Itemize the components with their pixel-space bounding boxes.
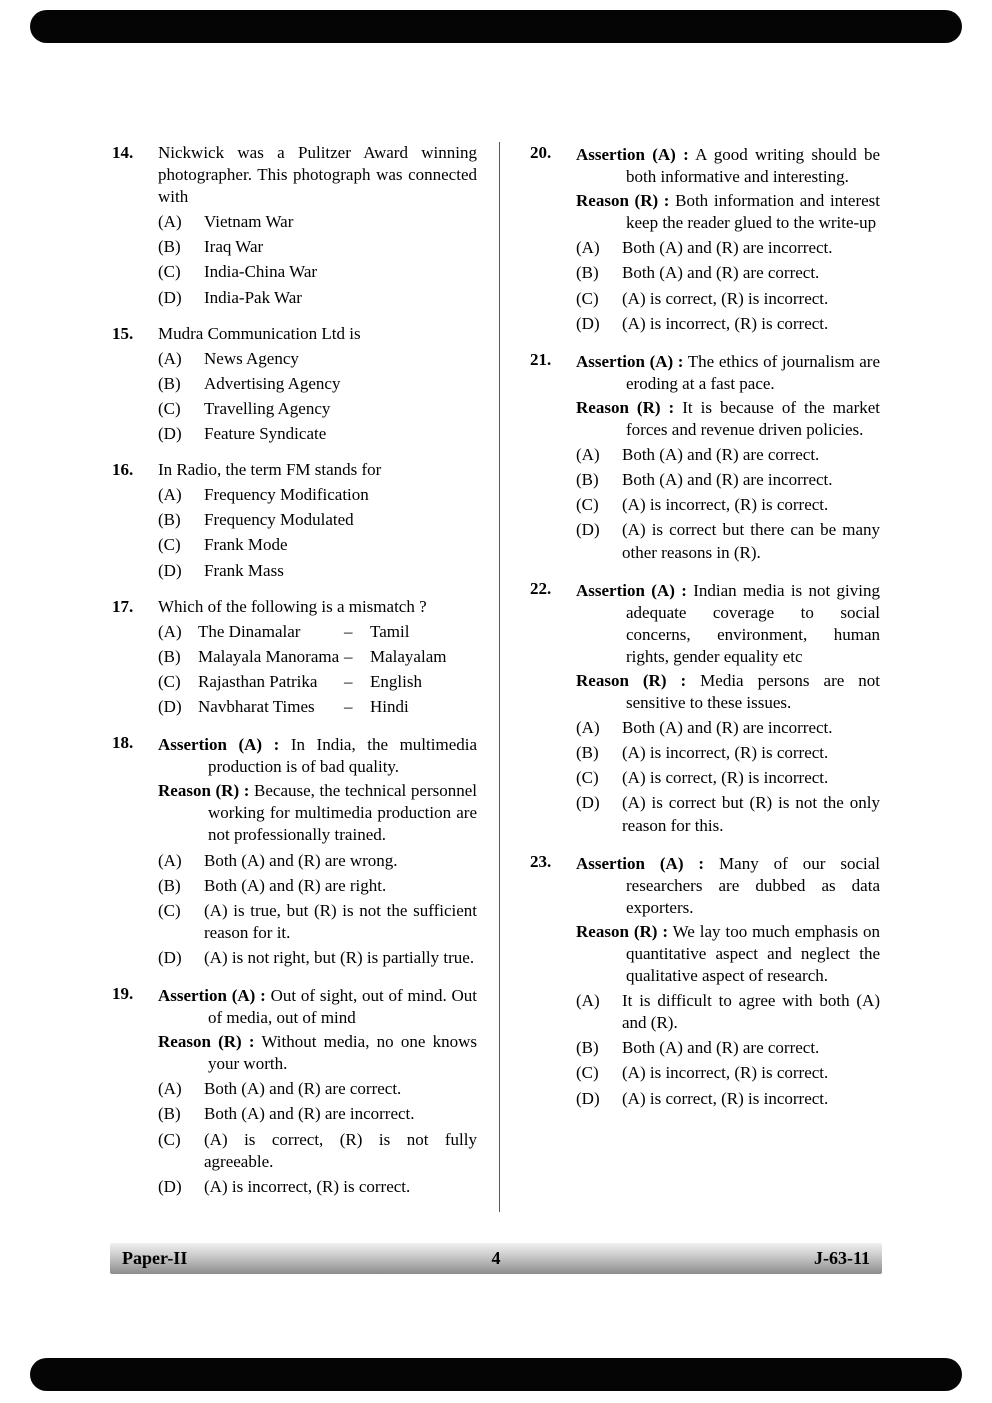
option-text: Both (A) and (R) are right.: [204, 875, 387, 895]
option-text: It is difficult to agree with both (A) and (R).: [622, 991, 880, 1033]
option-text: (A) is incorrect, (R) is correct.: [622, 743, 829, 763]
option-label: (B): [576, 743, 599, 763]
footer-page-number: 4: [491, 1248, 501, 1268]
assertion-text: Many of our social researchers are dubbed as data exporters.: [626, 853, 881, 917]
top-black-bar: [30, 10, 962, 43]
assertion-text: The ethics of journalism are eroding at a fast pace.: [626, 351, 880, 393]
assertion-paragraph: [576, 144, 880, 188]
question-number: 22.: [530, 578, 552, 598]
option-row: [576, 313, 880, 335]
option-text: Frequency Modulated: [204, 510, 354, 530]
question-stem: Mudra Communication Ltd is: [158, 323, 361, 343]
bottom-black-bar: [30, 1358, 962, 1391]
option-row: [158, 398, 477, 420]
option-row: [576, 792, 880, 836]
option-name: Malayala Manorama: [198, 646, 340, 666]
question-stem: Nickwick was a Pulitzer Award winning photographer. This photograph was connected with: [158, 143, 477, 207]
assertion-label: Assertion (A) :: [158, 986, 266, 1005]
option-label: (D): [158, 1176, 182, 1196]
option-row: [158, 696, 477, 718]
option-value: Malayalam: [370, 646, 447, 666]
option-row: [158, 560, 477, 582]
option-text: Both (A) and (R) are correct.: [622, 1038, 820, 1058]
option-text: (A) is correct but (R) is not the only reason for this.: [622, 793, 880, 835]
question-body: [158, 142, 477, 309]
option-row: [576, 742, 880, 764]
option-label: (A): [158, 621, 182, 641]
option-label: (C): [576, 768, 599, 788]
assertion-text: Out of sight, out of mind. Out of media, out of mind: [208, 986, 478, 1028]
option-row: [158, 900, 477, 944]
option-row: [576, 519, 880, 563]
option-label: (C): [158, 535, 181, 555]
reason-label: Reason (R) :: [576, 670, 687, 690]
option-label: (C): [158, 262, 181, 282]
option-row: [158, 1129, 477, 1173]
option-label: (A): [158, 485, 182, 505]
reason-label: Reason (R) :: [158, 1032, 255, 1052]
option-row: [576, 288, 880, 310]
option-row: [158, 211, 477, 233]
option-label: (B): [158, 1104, 181, 1124]
question: [112, 323, 477, 445]
reason-text: Because, the technical personnel working for multimedia production are not professionally trained.: [208, 781, 477, 845]
reason-text: We lay too much emphasis on quantitative aspect and neglect the qualitative aspect of research.: [626, 921, 880, 986]
option-label: (A): [576, 238, 600, 258]
reason-label: Reason (R) :: [576, 191, 670, 211]
reason-paragraph: [576, 397, 880, 441]
option-row: [158, 947, 477, 969]
assertion-label: Assertion (A) :: [576, 580, 687, 600]
option-label: (A): [158, 850, 182, 870]
option-row: [158, 1103, 477, 1125]
option-text: Both (A) and (R) are correct.: [622, 445, 820, 465]
option-text: (A) is incorrect, (R) is correct.: [622, 1063, 829, 1083]
option-row: [158, 534, 477, 556]
question-number: 14.: [112, 143, 134, 162]
option-text: (A) is incorrect, (R) is correct.: [204, 1176, 411, 1196]
option-label: (C): [158, 900, 181, 920]
assertion-label: Assertion (A) :: [576, 853, 705, 873]
question: [530, 142, 880, 335]
option-row: [158, 236, 477, 258]
option-text: Vietnam War: [204, 212, 294, 232]
assertion-paragraph: [158, 734, 477, 778]
option-text: Both (A) and (R) are incorrect.: [622, 470, 833, 490]
option-row: [158, 484, 477, 506]
option-text: Both (A) and (R) are incorrect.: [622, 718, 833, 738]
question: [112, 142, 477, 309]
option-label: (A): [158, 1079, 182, 1099]
option-label: (D): [158, 696, 182, 716]
option-label: (B): [158, 510, 181, 530]
option-name: Rajasthan Patrika: [198, 671, 318, 691]
option-row: [576, 237, 880, 259]
option-text: (A) is correct but there can be many other reasons in (R).: [622, 520, 880, 562]
option-row: [158, 373, 477, 395]
option-label: (B): [576, 470, 599, 490]
option-text: Both (A) and (R) are incorrect.: [622, 238, 833, 258]
assertion-text: In India, the multimedia production is of bad quality.: [208, 735, 478, 777]
option-label: (D): [576, 1088, 600, 1108]
dash-separator: –: [344, 671, 353, 691]
option-text: Both (A) and (R) are correct.: [204, 1079, 402, 1099]
question-body: [158, 596, 477, 718]
question-number: 23.: [530, 851, 552, 871]
question-body: [158, 983, 477, 1198]
assertion-text: A good writing should be both informative and interesting.: [626, 145, 881, 187]
dash-separator: –: [344, 646, 353, 666]
question-body: [576, 142, 880, 335]
left-column: [112, 142, 500, 1212]
option-label: (D): [158, 947, 182, 967]
question-body: [576, 851, 880, 1110]
question-number: 21.: [530, 349, 552, 369]
option-label: (B): [158, 875, 181, 895]
assertion-text: Indian media is not giving adequate coverage to social concerns, environment, human rights, gender equality etc: [626, 580, 880, 666]
reason-text: It is because of the market forces and revenue driven policies.: [626, 397, 880, 440]
option-row: [576, 444, 880, 466]
question-number: 18.: [112, 733, 134, 753]
option-text: Both (A) and (R) are wrong.: [204, 850, 398, 870]
option-label: (A): [576, 718, 600, 738]
assertion-paragraph: [576, 351, 880, 395]
option-label: (B): [576, 1038, 599, 1058]
reason-label: Reason (R) :: [158, 781, 250, 801]
reason-paragraph: [576, 670, 880, 714]
option-label: (A): [576, 991, 600, 1011]
option-row: [158, 348, 477, 370]
reason-text: Media persons are not sensitive to these issues.: [626, 670, 880, 713]
question: [112, 732, 477, 969]
option-text: Frequency Modification: [204, 485, 369, 505]
option-label: (A): [158, 348, 182, 368]
option-text: Both (A) and (R) are correct.: [622, 263, 820, 283]
question-columns: [112, 142, 880, 1212]
reason-text: Both information and interest keep the reader glued to the write-up: [626, 191, 880, 233]
footer-paper-label: Paper-II: [122, 1248, 188, 1268]
option-value: English: [370, 671, 422, 691]
footer-bar: [110, 1243, 882, 1274]
option-text: News Agency: [204, 348, 299, 368]
option-row: [158, 850, 477, 872]
option-text: Travelling Agency: [204, 398, 331, 418]
assertion-label: Assertion (A) :: [576, 351, 684, 371]
option-label: (C): [576, 288, 599, 308]
option-text: India-China War: [204, 262, 318, 282]
option-label: (B): [158, 373, 181, 393]
right-column: [500, 142, 880, 1212]
reason-label: Reason (R) :: [576, 397, 675, 417]
option-value: Tamil: [370, 621, 410, 641]
option-label: (B): [158, 237, 181, 257]
option-text: Feature Syndicate: [204, 424, 327, 444]
question-body: [576, 349, 880, 564]
reason-label: Reason (R) :: [576, 921, 668, 941]
question-stem: In Radio, the term FM stands for: [158, 460, 382, 480]
option-text: Iraq War: [204, 237, 264, 257]
question: [530, 851, 880, 1110]
option-row: [158, 1078, 477, 1100]
option-row: [158, 1176, 477, 1198]
option-label: (D): [576, 520, 600, 540]
option-text: Frank Mass: [204, 560, 284, 580]
assertion-paragraph: [576, 580, 880, 668]
option-row: [158, 875, 477, 897]
question-body: [158, 323, 477, 445]
option-label: (A): [576, 445, 600, 465]
option-text: (A) is correct, (R) is not fully agreeable.: [204, 1129, 477, 1171]
option-label: (D): [158, 287, 182, 307]
question-number: 20.: [530, 143, 552, 162]
question: [530, 349, 880, 564]
option-row: [576, 1037, 880, 1059]
option-row: [576, 1062, 880, 1084]
option-name: The Dinamalar: [198, 621, 301, 641]
reason-paragraph: [158, 780, 477, 846]
option-row: [576, 1088, 880, 1110]
question: [530, 578, 880, 837]
assertion-paragraph: [576, 853, 880, 919]
option-row: [158, 261, 477, 283]
option-label: (D): [158, 560, 182, 580]
option-text: (A) is incorrect, (R) is correct.: [622, 313, 829, 333]
option-text: (A) is correct, (R) is incorrect.: [622, 1088, 829, 1108]
option-row: [576, 469, 880, 491]
assertion-label: Assertion (A) :: [158, 735, 280, 755]
option-label: (B): [158, 646, 181, 666]
option-label: (C): [158, 398, 181, 418]
option-label: (D): [158, 424, 182, 444]
option-value: Hindi: [370, 696, 409, 716]
question: [112, 983, 477, 1198]
option-text: Both (A) and (R) are incorrect.: [204, 1104, 415, 1124]
question-body: [576, 578, 880, 837]
option-text: (A) is true, but (R) is not the sufficient reason for it.: [204, 900, 477, 942]
question-number: 15.: [112, 323, 134, 343]
option-text: (A) is correct, (R) is incorrect.: [622, 768, 829, 788]
option-label: (B): [576, 263, 599, 283]
reason-paragraph: [576, 921, 880, 987]
option-label: (C): [158, 1129, 181, 1149]
question-body: [158, 732, 477, 969]
option-row: [576, 717, 880, 739]
question-number: 19.: [112, 984, 134, 1003]
option-row: [158, 287, 477, 309]
reason-paragraph: [576, 190, 880, 234]
option-label: (C): [158, 671, 181, 691]
dash-separator: –: [344, 696, 353, 716]
option-row: [158, 671, 477, 693]
option-row: [158, 423, 477, 445]
option-text: (A) is correct, (R) is incorrect.: [622, 288, 829, 308]
assertion-paragraph: [158, 985, 477, 1029]
option-row: [576, 767, 880, 789]
option-label: (D): [576, 313, 600, 333]
footer-paper-code: J-63-11: [814, 1248, 870, 1268]
question-number: 17.: [112, 596, 134, 616]
question-number: 16.: [112, 460, 134, 480]
question-body: [158, 459, 477, 581]
option-row: [158, 621, 477, 643]
option-name: Navbharat Times: [198, 696, 315, 716]
option-text: (A) is not right, but (R) is partially true.: [204, 947, 475, 967]
option-text: India-Pak War: [204, 287, 302, 307]
option-row: [158, 509, 477, 531]
option-row: [576, 990, 880, 1034]
option-label: (C): [576, 495, 599, 515]
option-text: Frank Mode: [204, 535, 288, 555]
option-label: (C): [576, 1063, 599, 1083]
reason-text: Without media, no one knows your worth.: [208, 1032, 477, 1074]
option-label: (A): [158, 212, 182, 232]
option-text: Advertising Agency: [204, 373, 341, 393]
option-text: (A) is incorrect, (R) is correct.: [622, 495, 829, 515]
option-row: [158, 646, 477, 668]
option-row: [576, 494, 880, 516]
dash-separator: –: [344, 621, 353, 641]
option-label: (D): [576, 793, 600, 813]
assertion-label: Assertion (A) :: [576, 145, 689, 164]
reason-paragraph: [158, 1031, 477, 1075]
question: [112, 596, 477, 718]
question: [112, 459, 477, 581]
option-row: [576, 262, 880, 284]
question-stem: Which of the following is a mismatch ?: [158, 596, 427, 616]
